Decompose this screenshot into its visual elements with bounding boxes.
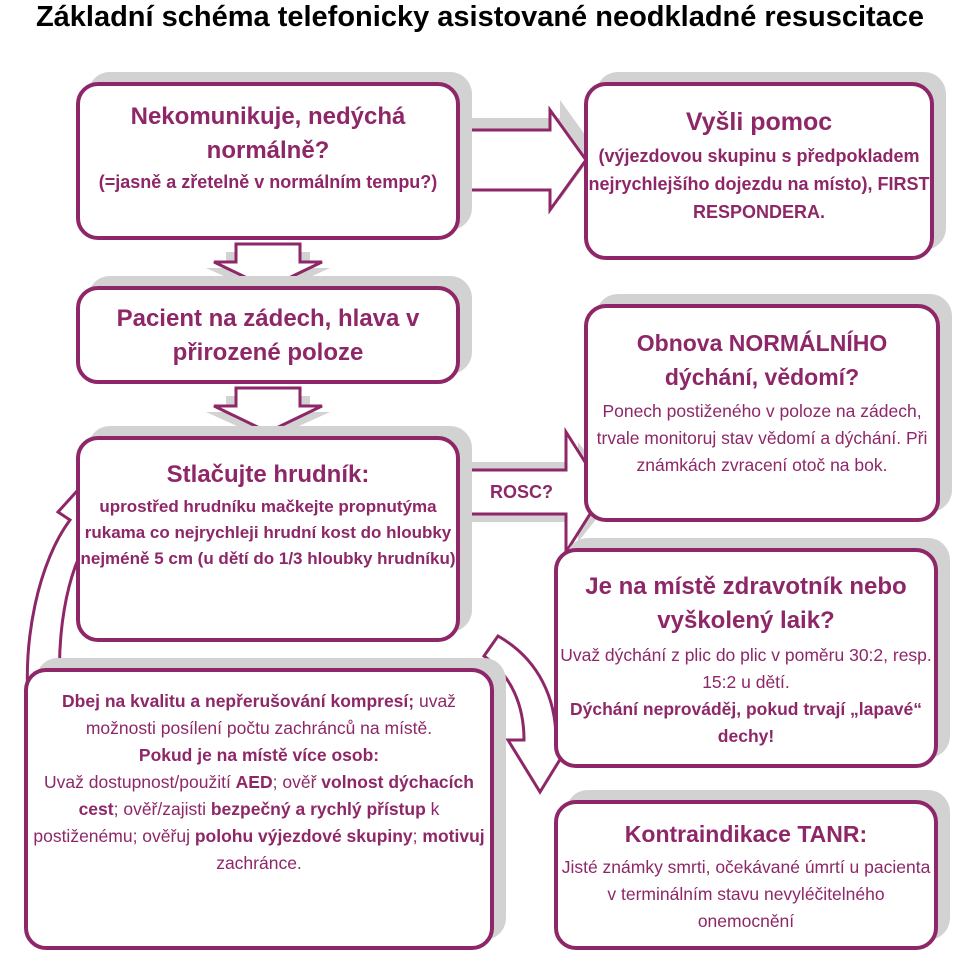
trained-box: [554, 548, 938, 768]
send-help-box: [584, 82, 934, 260]
send-help-heading: Vyšli pomoc: [685, 108, 833, 136]
compress-box: [76, 436, 460, 642]
compress-heading: Stlačujte hrudník:: [166, 461, 370, 488]
quality-p3-g: k postiženému; ověřuj: [33, 799, 440, 846]
quality-p3-crew: polohu výjezdové skupiny: [194, 826, 413, 846]
position-box: [76, 286, 460, 384]
trained-heading: Je na místě zdravotník nebo vyškolený laik?: [585, 573, 907, 634]
compress-body: uprostřed hrudníku mačkejte propnutýma rukama co nejrychleji hrudní kost do hloubky nejméně 5 cm (u dětí do 1/3 hloubky hrudníku): [80, 497, 456, 568]
trained-warning: Dýchání neprováděj, pokud trvají „lapavé“ dechy!: [569, 699, 923, 746]
arrow-down-1: [214, 244, 322, 288]
rosc-check-body: Ponech postiženého v poloze na zádech, trvale monitoruj stav vědomí a dýchání. Při známkách zvracení otoč na bok.: [596, 401, 928, 475]
quality-p3-a: Uvaž dostupnost/použití: [44, 772, 236, 792]
quality-p3-e: ; ověř/zajisti: [113, 799, 211, 819]
quality-p3-access: bezpečný a rychlý přístup: [210, 799, 426, 819]
quality-box: [24, 668, 494, 950]
quality-line2-bold: Pokud je na místě více osob:: [138, 745, 380, 765]
quality-p3-motivate: motivuj: [422, 826, 485, 846]
rosc-label: ROSC?: [490, 482, 553, 502]
contraindication-box: [554, 800, 938, 950]
send-help-body: (výjezdovou skupinu s předpokladem nejrychlejšího dojezdu na místo), FIRST RESPONDERA.: [588, 146, 930, 222]
unresponsive-heading: Nekomunikuje, nedýchá normálně?: [130, 103, 406, 164]
rosc-check-heading: Obnova NORMÁLNÍHO dýchání, vědomí?: [636, 330, 888, 390]
contraindication-body: Jisté známky smrti, očekávané úmrtí u pacienta v terminálním stavu nevyléčitelného onemocnění: [561, 857, 931, 931]
quality-para-1: [28, 688, 490, 742]
arrow-down-2: [214, 388, 322, 432]
quality-p3-c: ; ověř: [272, 772, 322, 792]
quality-p3-k: zachránce.: [216, 853, 302, 873]
quality-p3-aed: AED: [235, 772, 273, 792]
unresponsive-box: [76, 82, 460, 240]
quality-p3-airway: volnost dýchacích cest: [78, 772, 474, 819]
trained-body: Uvaž dýchání z plic do plic v poměru 30:2, resp. 15:2 u dětí.: [560, 645, 932, 692]
rosc-check-box: [584, 304, 940, 522]
unresponsive-body: (=jasně a zřetelně v normálním tempu?): [98, 172, 438, 192]
quality-para-3: [28, 769, 490, 877]
position-heading: Pacient na zádech, hlava v přirozené poloze: [116, 305, 420, 366]
quality-para-2: [28, 742, 490, 769]
contraindication-heading: Kontraindikace TANR:: [624, 821, 868, 847]
page-title: Základní schéma telefonicky asistované neodkladné resuscitace: [35, 1, 925, 33]
quality-line1-rest: uvaž možnosti posílení počtu zachránců na místě.: [85, 691, 456, 738]
quality-p3-i: ;: [412, 826, 423, 846]
quality-line1-bold: Dbej na kvalitu a nepřerušování kompresí;: [62, 691, 415, 711]
